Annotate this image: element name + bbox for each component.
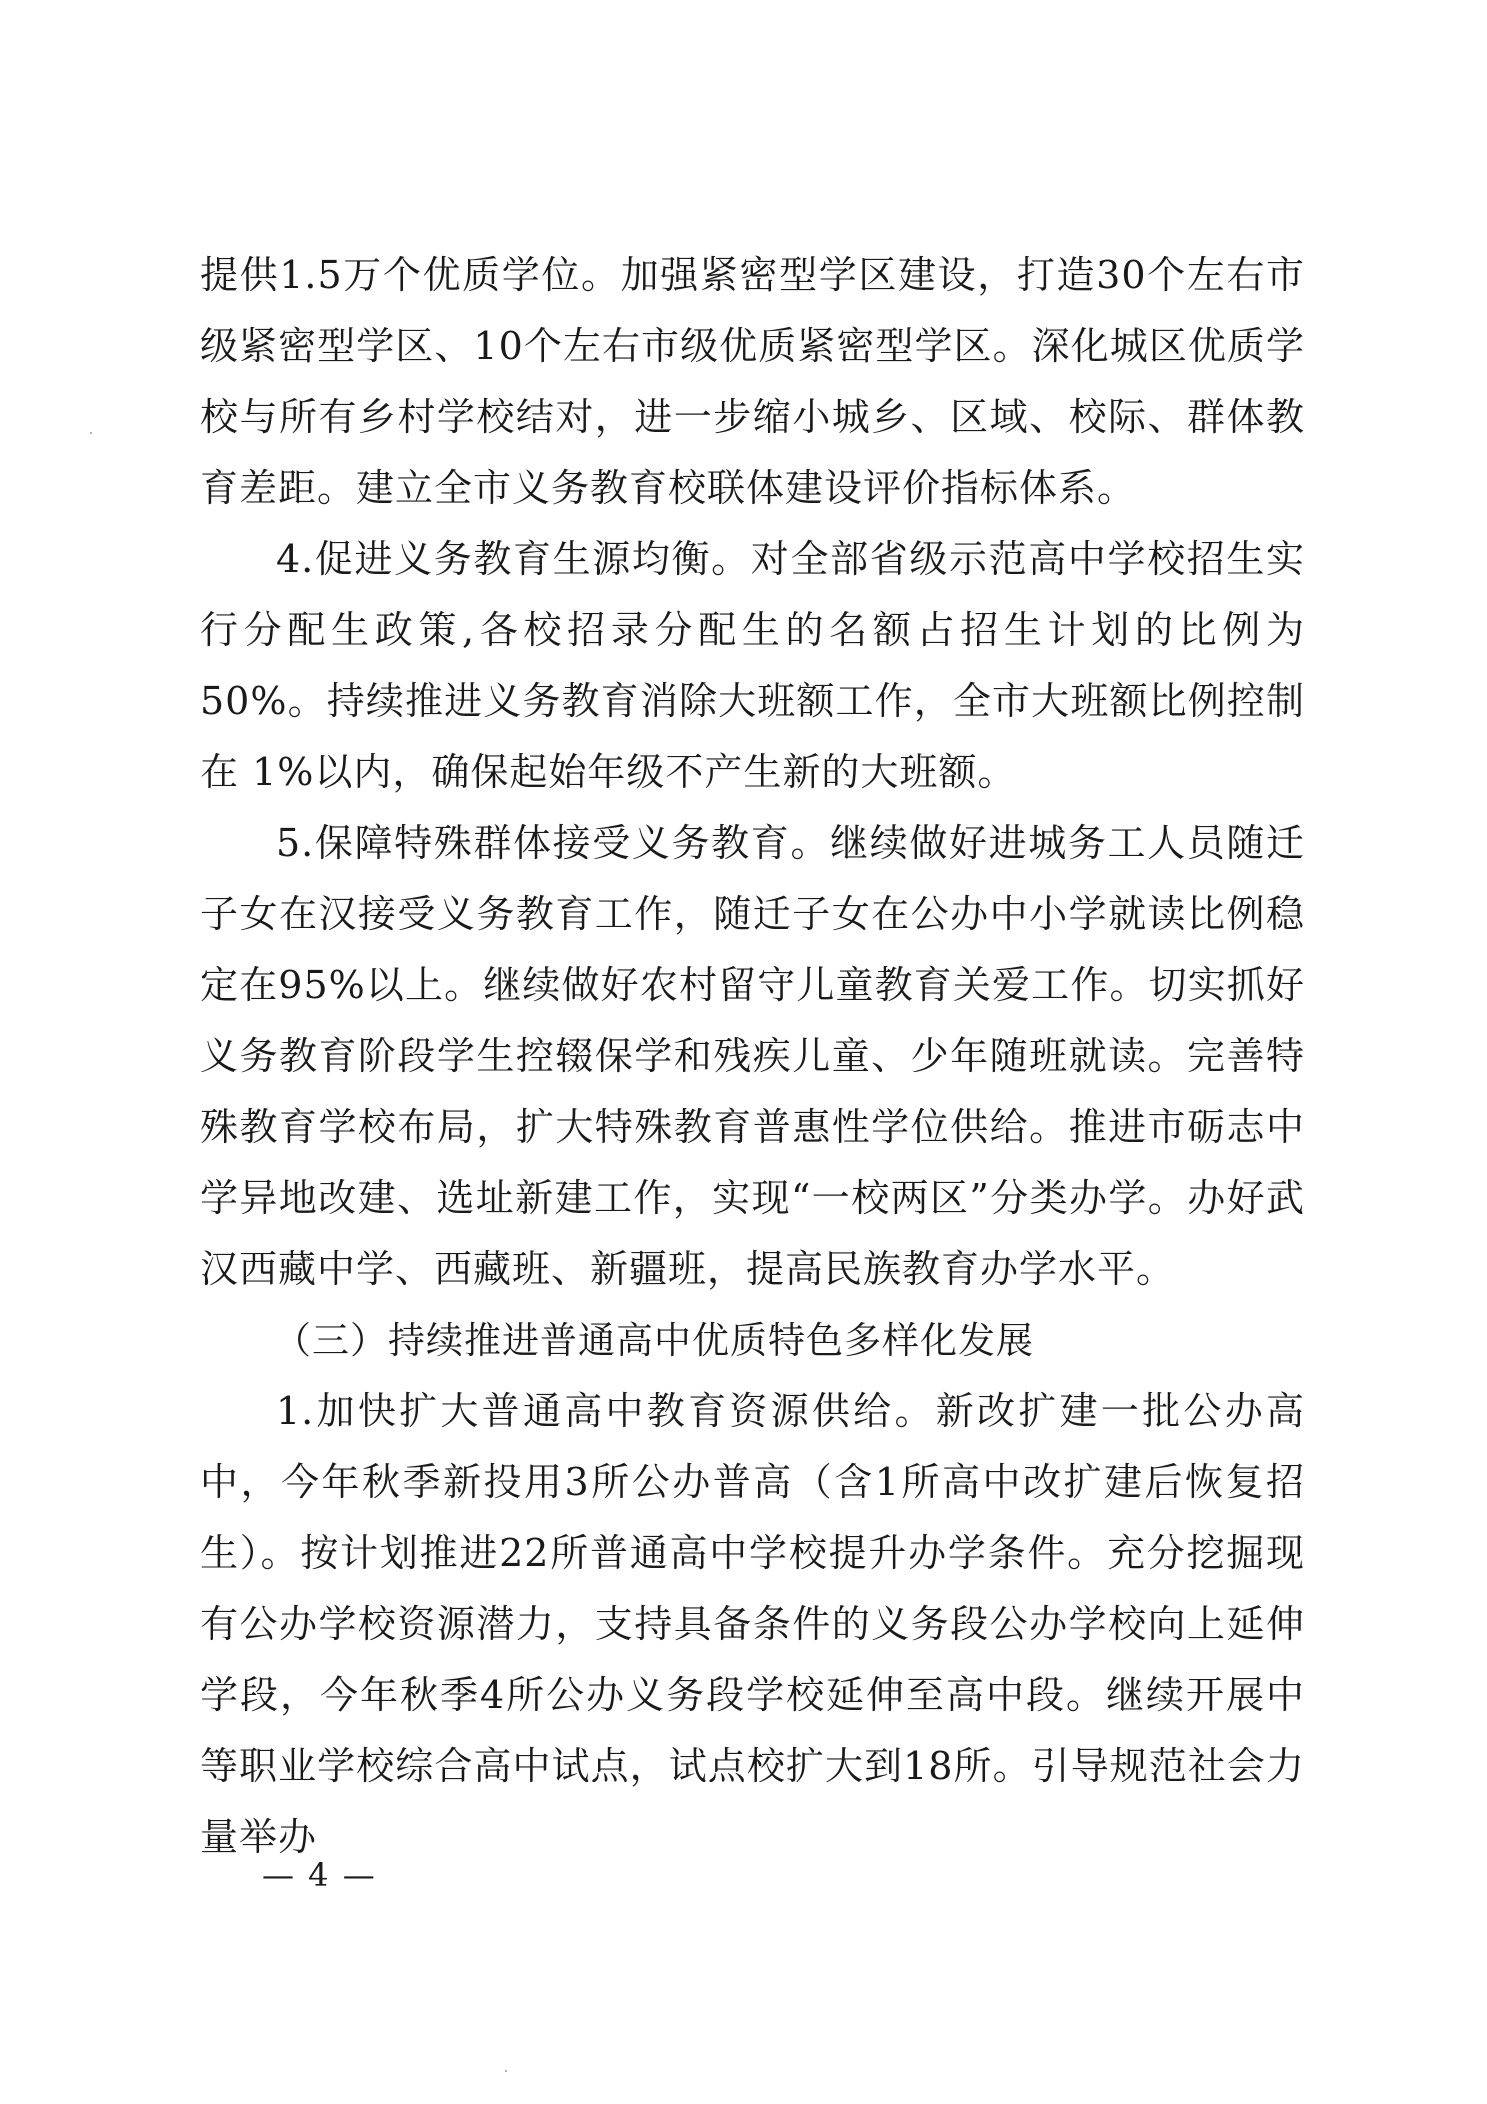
document-body [200,240,1305,1873]
section-heading: （三）持续推进普通高中优质特色多样化发展 [274,1319,1034,1362]
paragraph-continuation: 提供1.5万个优质学位。加强紧密型学区建设，打造30个左右市级紧密型学区、10个左右市级优质紧密型学区。深化城区优质学校与所有乡村学校结对，进一步缩小城乡、区域、校际、群体教育差距。建立全市义务教育校联体建设评价指标体系。 [200,253,1305,510]
paragraph-special-groups: 5.保障特殊群体接受义务教育。继续做好进城务工人员随迁子女在汉接受义务教育工作，随迁子女在公办中小学就读比例稳定在95%以上。继续做好农村留守儿童教育关爱工作。切实抓好义务教育阶段学生控辍保学和残疾儿童、少年随班就读。完善特殊教育学校布局，扩大特殊教育普惠性学位供给。推进市砺志中学异地改建、选址新建工作，实现“一校两区”分类办学。办好武汉西藏中学、西藏班、新疆班，提高民族教育办学水平。 [200,821,1305,1291]
paragraph-enrollment-balance: 4.促进义务教育生源均衡。对全部省级示范高中学校招生实行分配生政策,各校招录分配生的名额占招生计划的比例为50%。持续推进义务教育消除大班额工作，全市大班额比例控制在 1%以内，确保起始年级不产生新的大班额。 [200,537,1305,794]
scan-speck [505,2070,507,2072]
page-number: — 4 — [262,1856,377,1894]
paragraph-high-school-supply: 1.加快扩大普通高中教育资源供给。新改扩建一批公办高中，今年秋季新投用3所公办普高（含1所高中改扩建后恢复招生）。按计划推进22所普通高中学校提升办学条件。充分挖掘现有公办学校资源潜力，支持具备条件的义务段公办学校向上延伸学段，今年秋季4所公办义务段学校延伸至高中段。继续开展中等职业学校综合高中试点，试点校扩大到18所。引导规范社会力量举办 [200,1389,1305,1859]
scan-speck [90,432,92,434]
